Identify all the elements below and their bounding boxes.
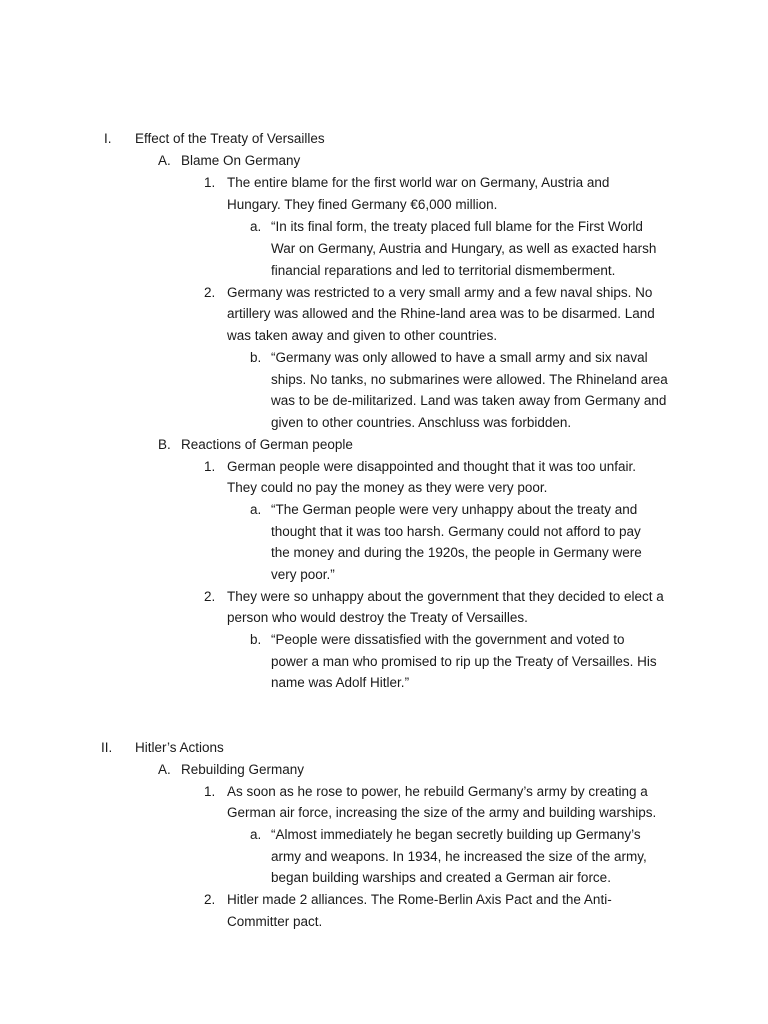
subsection-marker: B. xyxy=(158,437,171,452)
quote-text-line: was to be de-militarized. Land was taken away from Germany and xyxy=(271,393,667,408)
quote-text-line: “In its final form, the treaty placed full blame for the First World xyxy=(271,219,643,234)
item-text-line: They could no pay the money as they were very poor. xyxy=(227,480,548,495)
quote-text-line: “Almost immediately he began secretly building up Germany’s xyxy=(271,827,641,842)
section-heading: Effect of the Treaty of Versailles xyxy=(135,131,325,146)
quote-text-line: “Germany was only allowed to have a small army and six naval xyxy=(271,350,648,365)
item-marker: 2. xyxy=(204,285,216,300)
item-text-line: Committer pact. xyxy=(227,914,323,929)
quote-text-line: began building warships and created a German air force. xyxy=(271,870,611,885)
quote-text-line: “People were dissatisfied with the government and voted to xyxy=(271,632,625,647)
item-text-line: As soon as he rose to power, he rebuild Germany’s army by creating a xyxy=(227,784,648,799)
subsection-marker: A. xyxy=(158,762,171,777)
item-marker: 1. xyxy=(204,784,216,799)
item-text-line: The entire blame for the first world war on Germany, Austria and xyxy=(227,175,610,190)
subsection-heading: Blame On Germany xyxy=(181,153,301,168)
item-text-line: person who would destroy the Treaty of Versailles. xyxy=(227,610,528,625)
item-text-line: Germany was restricted to a very small army and a few naval ships. No xyxy=(227,285,653,300)
quote-text-line: “The German people were very unhappy about the treaty and xyxy=(271,502,638,517)
quote-text-line: ships. No tanks, no submarines were allowed. The Rhineland area xyxy=(271,372,668,387)
item-text-line: artillery was allowed and the Rhine-land area was to be disarmed. Land xyxy=(227,306,655,321)
quote-marker: a. xyxy=(250,502,262,517)
item-text-line: Hitler made 2 alliances. The Rome-Berlin Axis Pact and the Anti- xyxy=(227,892,612,907)
quote-marker: a. xyxy=(250,219,262,234)
quote-text-line: given to other countries. Anschluss was forbidden. xyxy=(271,415,572,430)
quote-marker: b. xyxy=(250,350,262,365)
subsection-heading: Reactions of German people xyxy=(181,437,353,452)
section-marker: I. xyxy=(104,131,112,146)
subsection-heading: Rebuilding Germany xyxy=(181,762,305,777)
quote-text-line: the money and during the 1920s, the people in Germany were xyxy=(271,545,642,560)
section-marker: II. xyxy=(101,740,113,755)
item-text-line: German people were disappointed and thought that it was too unfair. xyxy=(227,459,637,474)
section-heading: Hitler’s Actions xyxy=(135,740,224,755)
item-marker: 2. xyxy=(204,892,216,907)
item-text-line: Hungary. They fined Germany €6,000 million. xyxy=(227,197,498,212)
item-marker: 1. xyxy=(204,459,216,474)
item-text-line: They were so unhappy about the government that they decided to elect a xyxy=(227,589,664,604)
subsection-marker: A. xyxy=(158,153,171,168)
quote-marker: b. xyxy=(250,632,262,647)
item-marker: 2. xyxy=(204,589,216,604)
quote-text-line: financial reparations and led to territorial dismemberment. xyxy=(271,263,616,278)
quote-text-line: name was Adolf Hitler.” xyxy=(271,675,410,690)
item-text-line: German air force, increasing the size of the army and building warships. xyxy=(227,805,657,820)
quote-text-line: army and weapons. In 1934, he increased the size of the army, xyxy=(271,849,647,864)
quote-text-line: power a man who promised to rip up the Treaty of Versailles. His xyxy=(271,654,657,669)
quote-marker: a. xyxy=(250,827,262,842)
item-text-line: was taken away and given to other countries. xyxy=(227,328,498,343)
quote-text-line: War on Germany, Austria and Hungary, as well as exacted harsh xyxy=(271,241,657,256)
quote-text-line: thought that it was too harsh. Germany could not afford to pay xyxy=(271,524,641,539)
item-marker: 1. xyxy=(204,175,216,190)
quote-text-line: very poor.” xyxy=(271,567,335,582)
